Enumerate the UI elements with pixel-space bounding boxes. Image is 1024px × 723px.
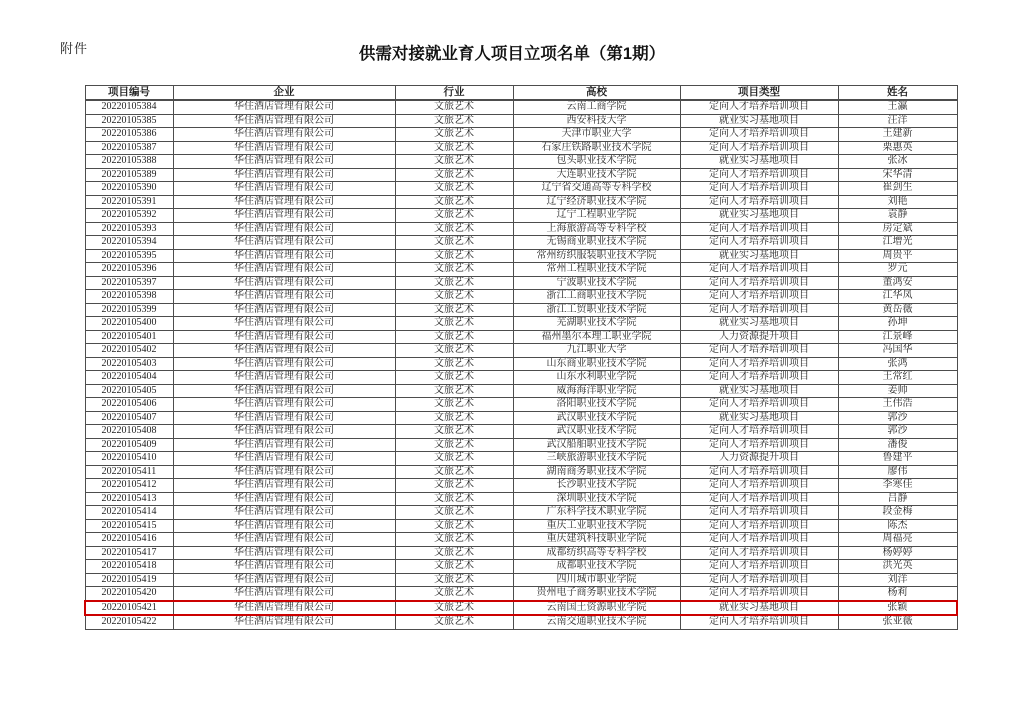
table-cell: 人力资源提升项目 [680,330,838,344]
table-cell: 文旅艺术 [395,425,513,439]
table-cell: 20220105421 [85,601,173,616]
table-cell: 成都职业技术学院 [513,560,680,574]
table-cell: 王瀛 [838,100,957,114]
table-cell: 20220105417 [85,546,173,560]
table-cell: 文旅艺术 [395,195,513,209]
table-cell: 20220105384 [85,100,173,114]
table-cell: 定向人才培养培训项目 [680,615,838,629]
table-row [85,506,957,520]
table-cell: 定向人才培养培训项目 [680,357,838,371]
table-cell: 20220105415 [85,519,173,533]
table-cell: 20220105388 [85,155,173,169]
table-cell: 20220105405 [85,384,173,398]
table-cell: 华住酒店管理有限公司 [173,587,395,601]
table-row [85,290,957,304]
table-cell: 定向人才培养培训项目 [680,587,838,601]
table-row [85,344,957,358]
table-cell: 王伟浩 [838,398,957,412]
table-cell: 20220105408 [85,425,173,439]
table-cell: 华住酒店管理有限公司 [173,601,395,616]
table-cell: 文旅艺术 [395,249,513,263]
table-cell: 定向人才培养培训项目 [680,344,838,358]
table-cell: 20220105413 [85,492,173,506]
table-cell: 华住酒店管理有限公司 [173,290,395,304]
table-cell: 20220105389 [85,168,173,182]
table-row [85,155,957,169]
table-cell: 定向人才培养培训项目 [680,100,838,114]
table-cell: 洪光英 [838,560,957,574]
table-row [85,425,957,439]
table-cell: 华住酒店管理有限公司 [173,128,395,142]
table-cell: 福州墨尔本理工职业学院 [513,330,680,344]
table-cell: 文旅艺术 [395,209,513,223]
table-cell: 定向人才培养培训项目 [680,492,838,506]
table-row [85,371,957,385]
table-cell: 文旅艺术 [395,303,513,317]
table-cell: 石家庄铁路职业技术学院 [513,141,680,155]
table-cell: 华住酒店管理有限公司 [173,398,395,412]
table-cell: 黄岳薇 [838,303,957,317]
table-cell: 上海旅游高等专科学校 [513,222,680,236]
table-cell: 辽宁省交通高等专科学校 [513,182,680,196]
table-cell: 华住酒店管理有限公司 [173,303,395,317]
table-cell: 定向人才培养培训项目 [680,141,838,155]
table-cell: 文旅艺术 [395,128,513,142]
table-cell: 文旅艺术 [395,141,513,155]
table-cell: 文旅艺术 [395,276,513,290]
table-cell: 武汉船舶职业技术学院 [513,438,680,452]
table-row [85,357,957,371]
table-cell: 华住酒店管理有限公司 [173,519,395,533]
table-row [85,100,957,114]
table-cell: 定向人才培养培训项目 [680,236,838,250]
table-cell: 深圳职业技术学院 [513,492,680,506]
column-header: 高校 [513,86,680,101]
table-cell: 成都纺织高等专科学校 [513,546,680,560]
table-cell: 20220105404 [85,371,173,385]
table-cell: 大连职业技术学院 [513,168,680,182]
table-cell: 廖伟 [838,465,957,479]
table-cell: 定向人才培养培训项目 [680,168,838,182]
table-cell: 房定斌 [838,222,957,236]
table-cell: 吕静 [838,492,957,506]
table-cell: 定向人才培养培训项目 [680,519,838,533]
table-cell: 罗元 [838,263,957,277]
table-cell: 周贵平 [838,249,957,263]
table-cell: 20220105411 [85,465,173,479]
table-row [85,236,957,250]
table-cell: 云南国土资源职业学院 [513,601,680,616]
table-cell: 定向人才培养培训项目 [680,398,838,412]
column-header: 行业 [395,86,513,101]
column-header: 项目编号 [85,86,173,101]
table-cell: 江华凤 [838,290,957,304]
table-cell: 九江职业大学 [513,344,680,358]
table-cell: 华住酒店管理有限公司 [173,438,395,452]
table-cell: 定向人才培养培训项目 [680,573,838,587]
table-row [85,384,957,398]
table-cell: 定向人才培养培训项目 [680,371,838,385]
table-cell: 华住酒店管理有限公司 [173,615,395,629]
table-cell: 华住酒店管理有限公司 [173,384,395,398]
table-cell: 华住酒店管理有限公司 [173,425,395,439]
table-cell: 就业实习基地项目 [680,601,838,616]
page-title: 供需对接就业育人项目立项名单（第1期） [358,45,666,63]
table-row [85,330,957,344]
table-cell: 杨婷婷 [838,546,957,560]
table-cell: 姜帅 [838,384,957,398]
table-cell: 华住酒店管理有限公司 [173,236,395,250]
table-cell: 20220105401 [85,330,173,344]
table-cell: 华住酒店管理有限公司 [173,344,395,358]
table-cell: 文旅艺术 [395,560,513,574]
table-row-highlighted [85,601,957,616]
table-cell: 20220105391 [85,195,173,209]
table-cell: 20220105420 [85,587,173,601]
table-cell: 20220105422 [85,615,173,629]
table-row [85,573,957,587]
table-cell: 定向人才培养培训项目 [680,195,838,209]
table-cell: 定向人才培养培训项目 [680,276,838,290]
table-row [85,249,957,263]
table-cell: 就业实习基地项目 [680,249,838,263]
table-cell: 文旅艺术 [395,263,513,277]
table-row [85,452,957,466]
table-cell: 华住酒店管理有限公司 [173,479,395,493]
table-cell: 定向人才培养培训项目 [680,546,838,560]
table-row [85,519,957,533]
table-cell: 华住酒店管理有限公司 [173,492,395,506]
table-row [85,195,957,209]
table-cell: 华住酒店管理有限公司 [173,357,395,371]
table-cell: 20220105387 [85,141,173,155]
table-cell: 鲁建平 [838,452,957,466]
table-cell: 汪洋 [838,114,957,128]
table-row [85,114,957,128]
table-cell: 广东科学技术职业学院 [513,506,680,520]
table-cell: 文旅艺术 [395,398,513,412]
table-cell: 文旅艺术 [395,519,513,533]
table-cell: 20220105402 [85,344,173,358]
table-cell: 文旅艺术 [395,330,513,344]
table-cell: 武汉职业技术学院 [513,411,680,425]
table-cell: 文旅艺术 [395,506,513,520]
table-cell: 20220105403 [85,357,173,371]
table-cell: 张颖 [838,601,957,616]
table-cell: 文旅艺术 [395,236,513,250]
table-cell: 郭沙 [838,411,957,425]
table-row [85,222,957,236]
table-cell: 芜湖职业技术学院 [513,317,680,331]
table-cell: 就业实习基地项目 [680,155,838,169]
table-cell: 就业实习基地项目 [680,209,838,223]
table-row [85,209,957,223]
table-cell: 贵州电子商务职业技术学院 [513,587,680,601]
table-cell: 郭沙 [838,425,957,439]
table-cell: 西安科技大学 [513,114,680,128]
table-row [85,141,957,155]
table-cell: 文旅艺术 [395,546,513,560]
table-row [85,533,957,547]
table-cell: 定向人才培养培训项目 [680,479,838,493]
table-cell: 20220105400 [85,317,173,331]
table-cell: 周福亮 [838,533,957,547]
table-cell: 就业实习基地项目 [680,317,838,331]
table-cell: 20220105385 [85,114,173,128]
table-cell: 华住酒店管理有限公司 [173,249,395,263]
table-cell: 山东商业职业技术学院 [513,357,680,371]
table-cell: 定向人才培养培训项目 [680,506,838,520]
table-cell: 袁静 [838,209,957,223]
table-cell: 宁波职业技术学院 [513,276,680,290]
table-cell: 陈杰 [838,519,957,533]
table-cell: 文旅艺术 [395,114,513,128]
table-cell: 文旅艺术 [395,100,513,114]
table-cell: 华住酒店管理有限公司 [173,371,395,385]
table-cell: 华住酒店管理有限公司 [173,222,395,236]
table-cell: 云南交通职业技术学院 [513,615,680,629]
table-cell: 20220105409 [85,438,173,452]
table-cell: 华住酒店管理有限公司 [173,155,395,169]
table-row [85,168,957,182]
table-body [85,100,957,629]
table-cell: 湖南商务职业技术学院 [513,465,680,479]
table-cell: 华住酒店管理有限公司 [173,317,395,331]
table-row [85,479,957,493]
table-cell: 云南工商学院 [513,100,680,114]
table-cell: 杨莉 [838,587,957,601]
table-cell: 人力资源提升项目 [680,452,838,466]
table-cell: 文旅艺术 [395,384,513,398]
table-row [85,492,957,506]
table-cell: 定向人才培养培训项目 [680,263,838,277]
table-cell: 崔剑生 [838,182,957,196]
table-cell: 20220105399 [85,303,173,317]
table-cell: 20220105394 [85,236,173,250]
table-cell: 文旅艺术 [395,155,513,169]
table-cell: 张鸿 [838,357,957,371]
table-cell: 华住酒店管理有限公司 [173,209,395,223]
table-cell: 华住酒店管理有限公司 [173,573,395,587]
table-cell: 威海海洋职业学院 [513,384,680,398]
table-cell: 栗惠英 [838,141,957,155]
table-cell: 华住酒店管理有限公司 [173,168,395,182]
table-cell: 文旅艺术 [395,533,513,547]
table-cell: 20220105407 [85,411,173,425]
column-header: 项目类型 [680,86,838,101]
table-row [85,587,957,601]
table-cell: 重庆建筑科技职业学院 [513,533,680,547]
table-cell: 武汉职业技术学院 [513,425,680,439]
table-cell: 长沙职业技术学院 [513,479,680,493]
table-cell: 洛阳职业技术学院 [513,398,680,412]
table-cell: 文旅艺术 [395,479,513,493]
table-cell: 文旅艺术 [395,615,513,629]
table-cell: 华住酒店管理有限公司 [173,452,395,466]
table-cell: 华住酒店管理有限公司 [173,330,395,344]
table-cell: 就业实习基地项目 [680,114,838,128]
table-cell: 江景峰 [838,330,957,344]
table-cell: 孙坤 [838,317,957,331]
table-cell: 20220105395 [85,249,173,263]
table-cell: 董鸿安 [838,276,957,290]
table-cell: 张亚薇 [838,615,957,629]
table-row [85,263,957,277]
table-row [85,276,957,290]
table-cell: 文旅艺术 [395,492,513,506]
table-cell: 常州纺织服装职业技术学院 [513,249,680,263]
table-row [85,317,957,331]
table-cell: 华住酒店管理有限公司 [173,533,395,547]
table-cell: 刘艳 [838,195,957,209]
table-row [85,128,957,142]
table-cell: 20220105406 [85,398,173,412]
table-cell: 华住酒店管理有限公司 [173,411,395,425]
table-cell: 20220105398 [85,290,173,304]
table-cell: 文旅艺术 [395,168,513,182]
table-cell: 20220105397 [85,276,173,290]
table-cell: 20220105396 [85,263,173,277]
table-row [85,182,957,196]
table-cell: 天津市职业大学 [513,128,680,142]
table-cell: 华住酒店管理有限公司 [173,546,395,560]
table-cell: 江增光 [838,236,957,250]
attachment-label: 附件 [60,41,89,56]
table-cell: 包头职业技术学院 [513,155,680,169]
table-cell: 文旅艺术 [395,587,513,601]
table-cell: 文旅艺术 [395,182,513,196]
table-cell: 20220105386 [85,128,173,142]
table-cell: 文旅艺术 [395,438,513,452]
table-cell: 20220105414 [85,506,173,520]
table-cell: 文旅艺术 [395,411,513,425]
table-cell: 文旅艺术 [395,290,513,304]
table-cell: 文旅艺术 [395,317,513,331]
table-cell: 文旅艺术 [395,573,513,587]
table-cell: 刘洋 [838,573,957,587]
table-cell: 文旅艺术 [395,357,513,371]
table-cell: 李寒佳 [838,479,957,493]
table-cell: 20220105393 [85,222,173,236]
table-row [85,303,957,317]
table-cell: 华住酒店管理有限公司 [173,114,395,128]
table-cell: 华住酒店管理有限公司 [173,560,395,574]
table-cell: 定向人才培养培训项目 [680,438,838,452]
table-cell: 20220105416 [85,533,173,547]
table-cell: 华住酒店管理有限公司 [173,263,395,277]
table-header-row [85,86,957,101]
table-cell: 20220105418 [85,560,173,574]
table-cell: 无锡商业职业技术学院 [513,236,680,250]
table-cell: 就业实习基地项目 [680,411,838,425]
table-cell: 20220105419 [85,573,173,587]
table-cell: 华住酒店管理有限公司 [173,141,395,155]
table-cell: 文旅艺术 [395,222,513,236]
table-cell: 文旅艺术 [395,344,513,358]
table-cell: 华住酒店管理有限公司 [173,100,395,114]
table-cell: 潘俊 [838,438,957,452]
table-cell: 张冰 [838,155,957,169]
table-cell: 定向人才培养培训项目 [680,303,838,317]
table-row [85,615,957,629]
table-row [85,411,957,425]
table-cell: 浙江工商职业技术学院 [513,290,680,304]
table-cell: 20220105412 [85,479,173,493]
table-cell: 四川城市职业学院 [513,573,680,587]
table-cell: 辽宁经济职业技术学院 [513,195,680,209]
table-cell: 定向人才培养培训项目 [680,128,838,142]
table-cell: 华住酒店管理有限公司 [173,465,395,479]
table-cell: 山东水利职业学院 [513,371,680,385]
table-cell: 20220105392 [85,209,173,223]
table-cell: 王常红 [838,371,957,385]
column-header: 姓名 [838,86,957,101]
table-cell: 冯国华 [838,344,957,358]
table-cell: 定向人才培养培训项目 [680,222,838,236]
table-cell: 定向人才培养培训项目 [680,465,838,479]
table-cell: 定向人才培养培训项目 [680,182,838,196]
table-row [85,438,957,452]
column-header: 企业 [173,86,395,101]
table-cell: 华住酒店管理有限公司 [173,276,395,290]
table-cell: 定向人才培养培训项目 [680,533,838,547]
table-cell: 文旅艺术 [395,452,513,466]
table-cell: 华住酒店管理有限公司 [173,195,395,209]
table-cell: 文旅艺术 [395,601,513,616]
table-cell: 文旅艺术 [395,465,513,479]
table-cell: 文旅艺术 [395,371,513,385]
table-cell: 定向人才培养培训项目 [680,290,838,304]
table-cell: 华住酒店管理有限公司 [173,182,395,196]
table-cell: 段金梅 [838,506,957,520]
projects-table [84,85,958,630]
table-cell: 20220105390 [85,182,173,196]
table-cell: 辽宁工程职业学院 [513,209,680,223]
table-row [85,398,957,412]
table-cell: 三峡旅游职业技术学院 [513,452,680,466]
table-cell: 常州工程职业技术学院 [513,263,680,277]
table-cell: 华住酒店管理有限公司 [173,506,395,520]
table-cell: 重庆工业职业技术学院 [513,519,680,533]
table-row [85,465,957,479]
table-cell: 王建新 [838,128,957,142]
table-cell: 宋华清 [838,168,957,182]
table-row [85,560,957,574]
table-cell: 浙江工贸职业技术学院 [513,303,680,317]
table-cell: 就业实习基地项目 [680,384,838,398]
table-cell: 定向人才培养培训项目 [680,560,838,574]
table-row [85,546,957,560]
table-cell: 20220105410 [85,452,173,466]
table-cell: 定向人才培养培训项目 [680,425,838,439]
